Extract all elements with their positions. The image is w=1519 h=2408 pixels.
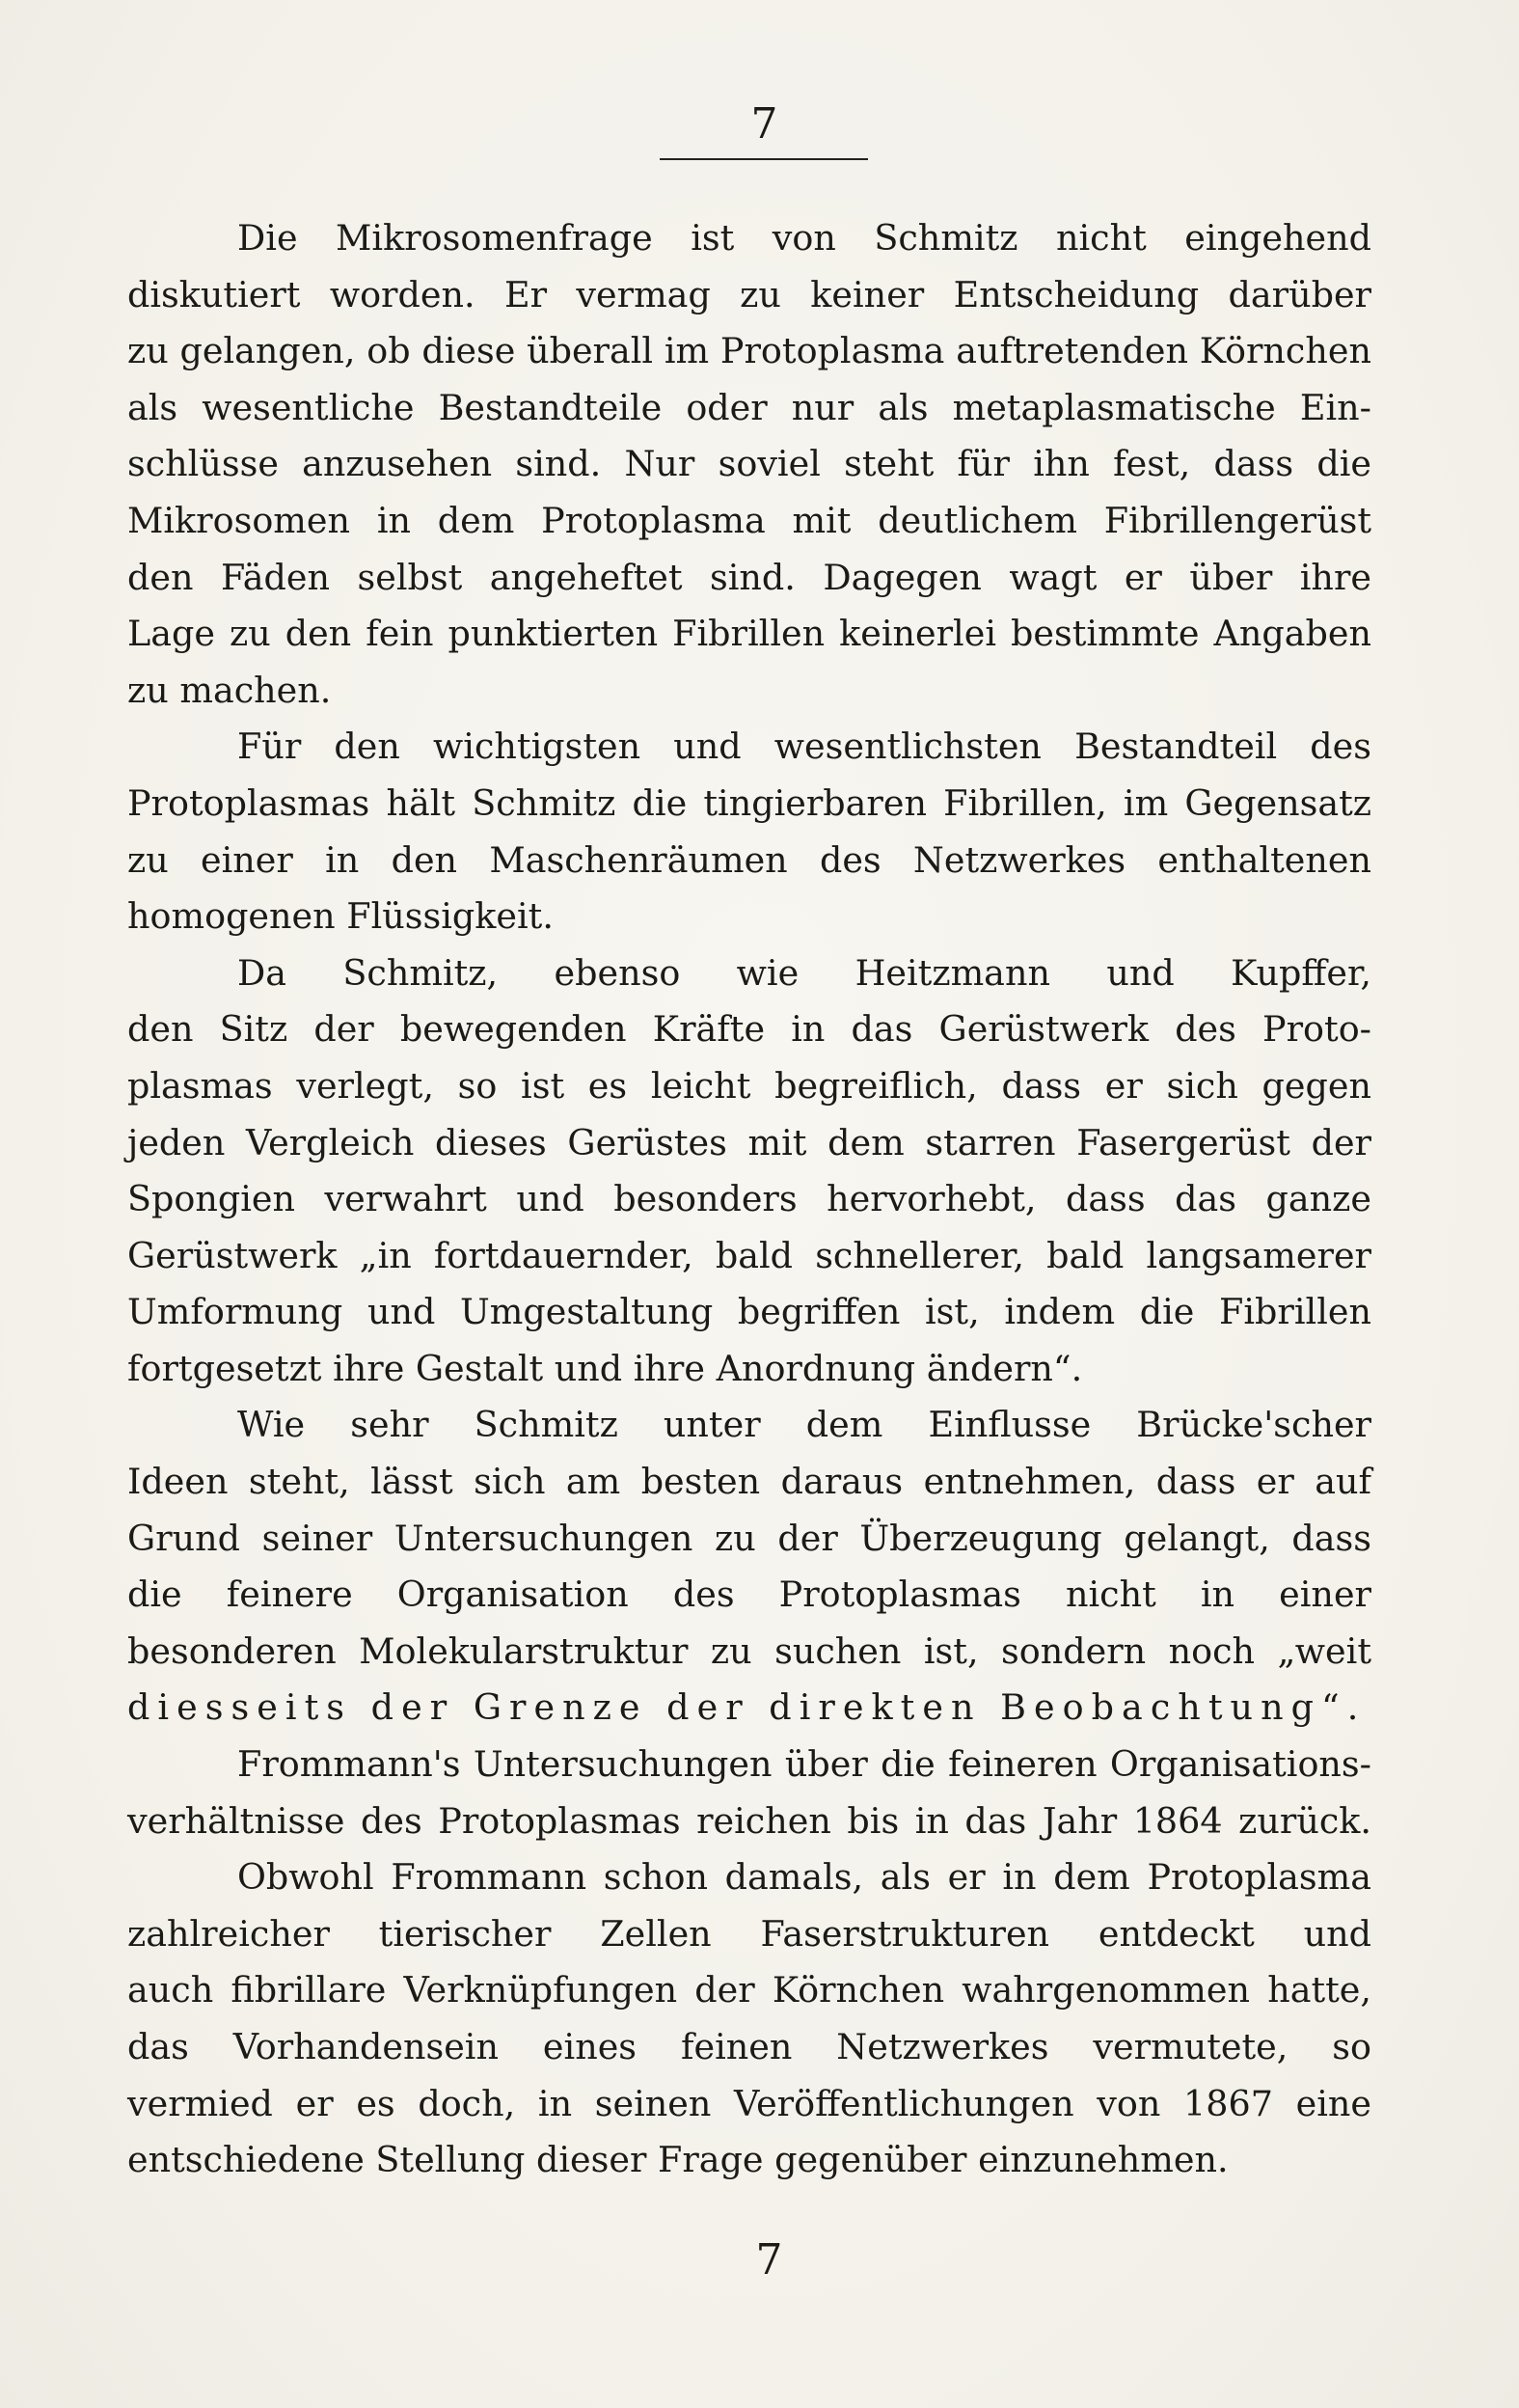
- page-footer: [0, 2236, 1519, 2285]
- text-line: zahlreicher tierischer Zellen Faserstrukturen entdeckt und: [127, 1912, 1371, 1955]
- paragraph: [127, 945, 1371, 1398]
- text-line: zu gelangen, ob diese überall im Protoplasma auftretenden Körnchen: [127, 330, 1371, 372]
- text-line: Protoplasmas hält Schmitz die tingierbaren Fibrillen, im Gegensatz: [127, 781, 1371, 824]
- text-line: Die Mikrosomenfrage ist von Schmitz nicht eingehend: [237, 217, 1371, 259]
- text-line: homogenen Flüssigkeit.: [127, 895, 554, 938]
- text-line: Da Schmitz, ebenso wie Heitzmann und Kupffer,: [237, 951, 1371, 994]
- text-line: Mikrosomen in dem Protoplasma mit deutlichem Fibrillengerüst: [127, 499, 1371, 541]
- text-line: zu einer in den Maschenräumen des Netzwerkes enthaltenen: [127, 838, 1371, 881]
- text-line: als wesentliche Bestandteile oder nur als metaplasmatische Ein-: [127, 386, 1371, 428]
- text-line: Obwohl Frommann schon damals, als er in dem Protoplasma: [237, 1856, 1371, 1899]
- text-line: das Vorhandensein eines feinen Netzwerkes vermutete, so: [127, 2026, 1371, 2067]
- text-line: Für den wichtigsten und wesentlichsten Bestandteil des: [237, 725, 1371, 768]
- paragraph: [127, 1849, 1371, 2189]
- paragraph: [127, 1737, 1371, 1849]
- text-line: plasmas verlegt, so ist es leicht begreiflich, dass er sich gegen: [127, 1064, 1371, 1107]
- text-line: zu machen.: [127, 669, 332, 711]
- text-line: Grund seiner Untersuchungen zu der Überzeugung gelangt, dass: [127, 1517, 1371, 1559]
- text-line: Gerüstwerk „in fortdauernder, bald schnellerer, bald langsamerer: [127, 1234, 1371, 1276]
- text-line: Frommann's Untersuchungen über die feineren Organisations-: [237, 1743, 1371, 1786]
- page-number-top: 7: [750, 99, 778, 149]
- paragraph: [127, 719, 1371, 944]
- text-line: auch fibrillare Verknüpfungen der Körnchen wahrgenommen hatte,: [127, 1969, 1371, 2011]
- text-line: Ideen steht, lässt sich am besten daraus entnehmen, dass er auf: [127, 1461, 1371, 1503]
- text-line: diskutiert worden. Er vermag zu keiner Entscheidung darüber: [127, 273, 1371, 315]
- text-line: besonderen Molekularstruktur zu suchen ist, sondern noch „weit: [127, 1629, 1371, 1672]
- text-line: vermied er es doch, in seinen Veröffentlichungen von 1867 eine: [127, 2082, 1371, 2124]
- text-line: Lage zu den fein punktierten Fibrillen keinerlei bestimmte Angaben: [127, 613, 1371, 655]
- text-line: den Fäden selbst angeheftet sind. Dagegen wagt er über ihre: [127, 556, 1371, 598]
- text-line: den Sitz der bewegenden Kräfte in das Gerüstwerk des Proto-: [127, 1008, 1371, 1051]
- paragraph: [127, 210, 1371, 719]
- text-line: die feinere Organisation des Protoplasmas nicht in einer: [127, 1573, 1371, 1616]
- paragraph: [127, 1397, 1371, 1737]
- body-text: [127, 210, 1371, 2189]
- text-line: Spongien verwahrt und besonders hervorhebt, dass das ganze: [127, 1178, 1371, 1220]
- header-rule: [660, 158, 868, 160]
- text-line: Umformung und Umgestaltung begriffen ist, indem die Fibrillen: [127, 1291, 1371, 1333]
- text-line: Wie sehr Schmitz unter dem Einflusse Brücke'scher: [237, 1404, 1371, 1446]
- text-line: entschiedene Stellung dieser Frage gegenüber einzunehmen.: [127, 2139, 1229, 2181]
- text-line: diesseits der Grenze der direkten Beobachtung“.: [127, 1686, 1367, 1729]
- text-line: verhältnisse des Protoplasmas reichen bis in das Jahr 1864 zurück.: [127, 1799, 1371, 1842]
- page-header: [0, 100, 1519, 149]
- text-line: fortgesetzt ihre Gestalt und ihre Anordnung ändern“.: [127, 1347, 1083, 1389]
- text-line: jeden Vergleich dieses Gerüstes mit dem starren Fasergerüst der: [127, 1121, 1371, 1163]
- page-number-bottom: 7: [755, 2235, 783, 2285]
- text-line: schlüsse anzusehen sind. Nur soviel steht für ihn fest, dass die: [127, 443, 1371, 485]
